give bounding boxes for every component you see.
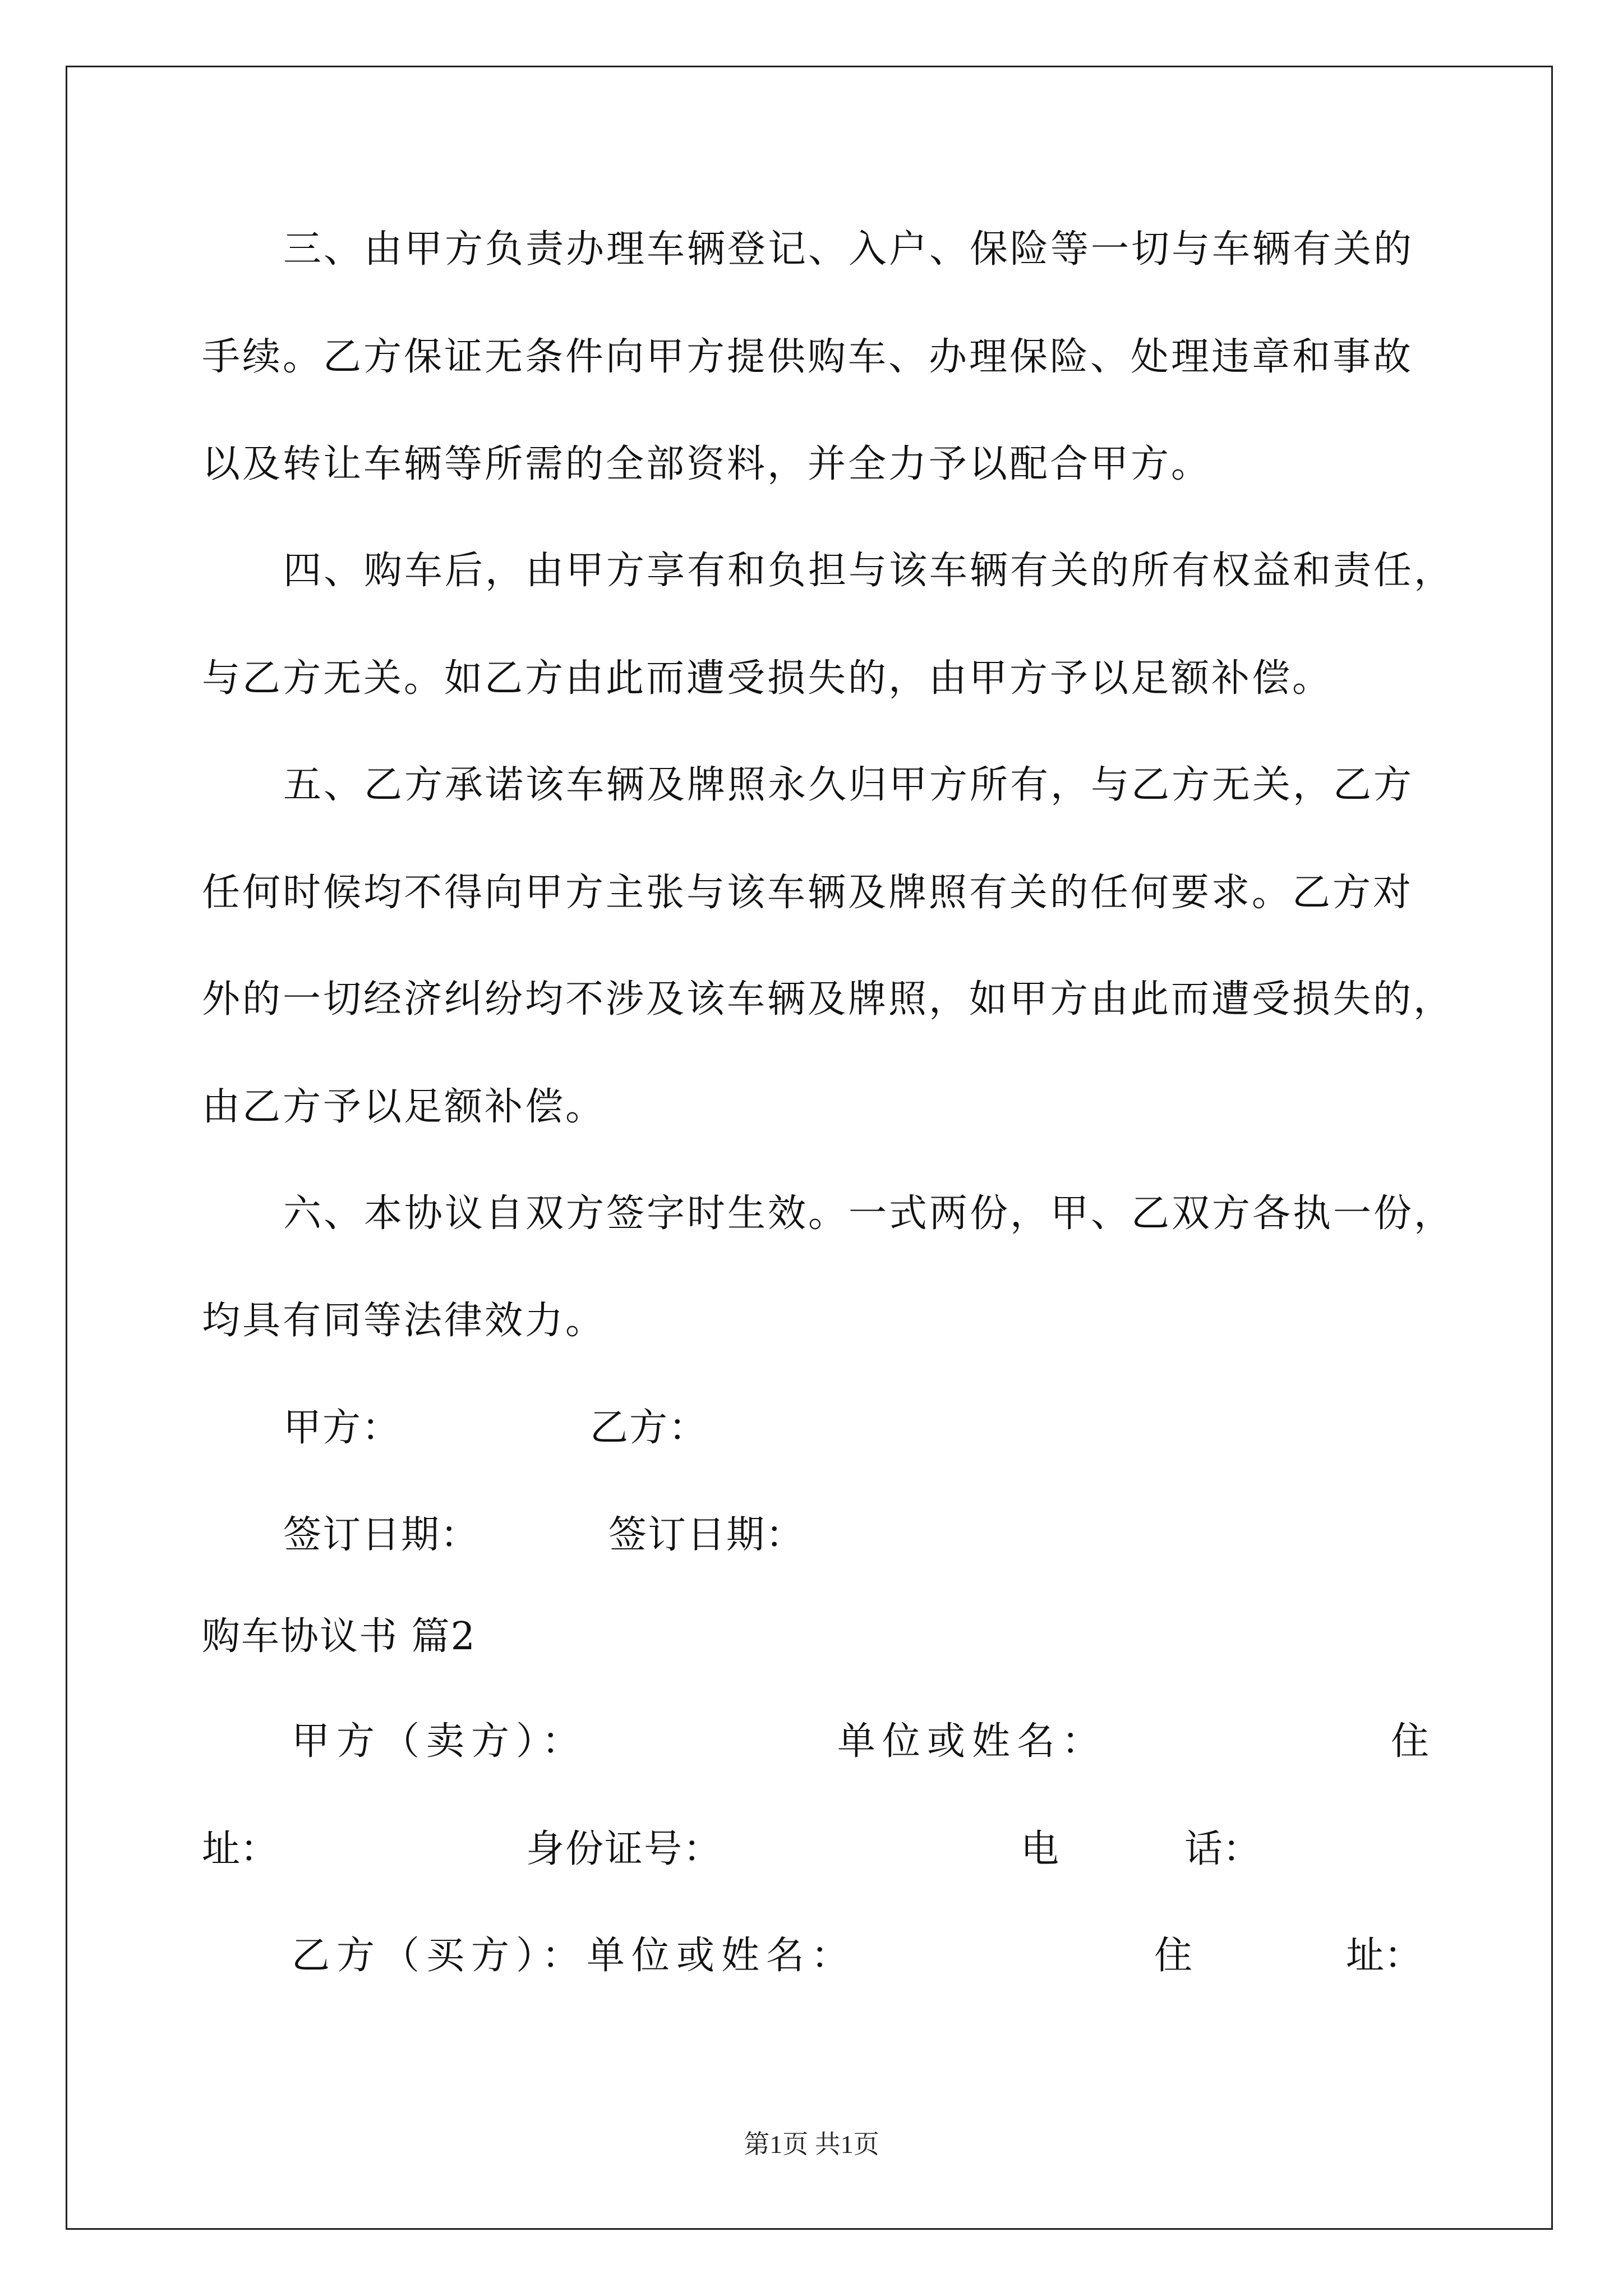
buyer-address-label-start: 住 xyxy=(1154,1934,1193,1978)
clause-four-line-1: 四、购车后，由甲方享有和负担与该车辆有关的所有权益和责任， xyxy=(283,549,1455,593)
seller-address-label-end: 址： xyxy=(202,1827,279,1871)
clause-four-line-2: 与乙方无关。如乙方由此而遭受损失的，由甲方予以足额补偿。 xyxy=(202,656,1333,701)
seller-id-label: 身份证号： xyxy=(526,1827,723,1871)
seller-phone-label-end: 话： xyxy=(1184,1827,1261,1871)
clause-six-line-1: 六、本协议自双方签字时生效。一式两份，甲、乙双方各执一份， xyxy=(283,1191,1455,1236)
clause-six-line-2: 均具有同等法律效力。 xyxy=(202,1299,606,1343)
seller-name-label: 单位或姓名： xyxy=(837,1719,1107,1764)
party-a-date-label: 签订日期： xyxy=(283,1513,480,1557)
clause-five-line-2: 任何时候均不得向甲方主张与该车辆及牌照有关的任何要求。乙方对 xyxy=(202,871,1414,915)
party-b-signature-label: 乙方： xyxy=(590,1406,708,1450)
buyer-address-label-end: 址： xyxy=(1346,1934,1423,1978)
clause-five-line-1: 五、乙方承诺该车辆及牌照永久归甲方所有，与乙方无关，乙方 xyxy=(283,763,1414,807)
seller-label: 甲方（卖方）： xyxy=(292,1719,587,1764)
clause-five-line-3: 外的一切经济纠纷均不涉及该车辆及牌照，如甲方由此而遭受损失的， xyxy=(202,977,1454,1022)
party-a-signature-label: 甲方： xyxy=(283,1406,402,1450)
clause-five-line-4: 由乙方予以足额补偿。 xyxy=(202,1085,606,1129)
page-border xyxy=(66,66,1553,2230)
seller-address-label-start: 住 xyxy=(1391,1719,1430,1764)
seller-phone-label-start: 电 xyxy=(1021,1827,1059,1871)
section-2-heading: 购车协议书 篇2 xyxy=(202,1614,476,1659)
clause-three-line-2: 手续。乙方保证无条件向甲方提供购车、办理保险、处理违章和事故 xyxy=(202,335,1414,379)
clause-three-line-1: 三、由甲方负责办理车辆登记、入户、保险等一切与车辆有关的 xyxy=(283,227,1414,272)
clause-three-line-3: 以及转让车辆等所需的全部资料，并全力予以配合甲方。 xyxy=(202,442,1212,486)
party-b-date-label: 签订日期： xyxy=(608,1513,805,1557)
page-number-footer: 第1页 共1页 xyxy=(744,2130,879,2159)
buyer-label: 乙方（买方）：单位或姓名： xyxy=(292,1934,856,1978)
